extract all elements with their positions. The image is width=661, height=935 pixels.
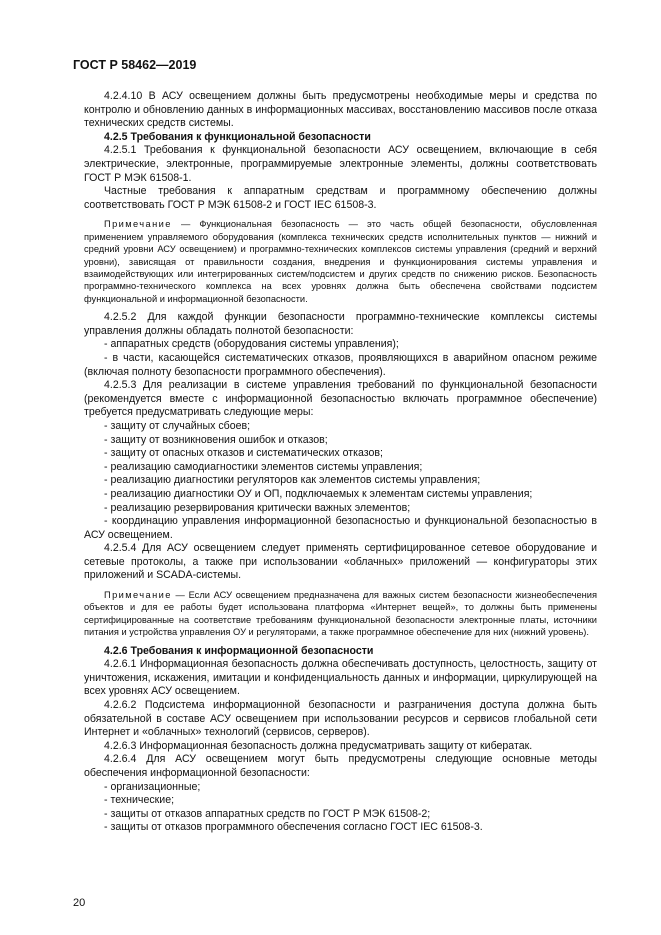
list-item: - организационные;: [104, 780, 201, 793]
note-label: Примечание: [104, 590, 172, 601]
list-item: - аппаратных средств (оборудования системы управления);: [104, 338, 399, 351]
paragraph-4-2-6-2: 4.2.6.2 Подсистема информационной безопасности и разграничения доступа должна быть обязательной в составе АСУ освещением при использовании ресурсов и сервисов глобальной сети Интернет и «облачных» технологий (сервисов, серверов).: [84, 699, 597, 739]
list-item: - реализацию резервирования критически важных элементов;: [104, 501, 411, 514]
document-body: [84, 90, 597, 835]
page-number: 20: [73, 897, 86, 909]
list-item: - защиты от отказов программного обеспечения согласно ГОСТ IEC 61508-3.: [104, 821, 483, 834]
note-iot-platform: [84, 589, 597, 639]
list-item: - технические;: [104, 794, 175, 807]
note-functional-safety: [84, 218, 597, 305]
list-item: - реализацию диагностики регуляторов как элементов системы управления;: [104, 474, 481, 487]
paragraph-4-2-5-2: 4.2.5.2 Для каждой функции безопасности программно-технические комплексы системы управления должны обладать полнотой безопасности:: [84, 311, 597, 337]
list-item: - защиты от отказов аппаратных средств по ГОСТ Р МЭК 61508-2;: [104, 807, 431, 820]
list-item: - координацию управления информационной безопасностью и функциональной безопасностью в АСУ освещением.: [84, 515, 597, 541]
note-label: Примечание: [104, 219, 172, 230]
list-item: - защиту от опасных отказов и систематических отказов;: [104, 447, 383, 460]
section-heading-4-2-6: 4.2.6 Требования к информационной безопасности: [104, 644, 374, 657]
list-item: - защиту от возникновения ошибок и отказов;: [104, 433, 328, 446]
standard-header: ГОСТ Р 58462—2019: [73, 58, 197, 72]
paragraph-4-2-6-1: 4.2.6.1 Информационная безопасность должна обеспечивать доступность, целостность, защиту от уничтожения, искажения, имитации и конфиденциальность данных и информации, циркулирующей на всех уровнях АСУ освещением.: [84, 658, 597, 698]
paragraph-private-requirements: Частные требования к аппаратным средствам и программному обеспечению должны соответствовать ГОСТ Р МЭК 61508-2 и ГОСТ IEC 61508-3.: [84, 185, 597, 211]
paragraph-4-2-6-3: 4.2.6.3 Информационная безопасность должна предусматривать защиту от кибератак.: [104, 739, 533, 752]
paragraph-4-2-5-4: 4.2.5.4 Для АСУ освещением следует применять сертифицированное сетевое оборудование и сетевые протоколы, а также при использовании «облачных» приложений — конфигураторы этих приложений и SCADA-системы.: [84, 542, 597, 582]
list-item: - реализацию диагностики ОУ и ОП, подключаемых к элементам системы управления;: [104, 487, 533, 500]
section-heading-4-2-5: 4.2.5 Требования к функциональной безопасности: [104, 130, 371, 143]
paragraph-4-2-5-3: 4.2.5.3 Для реализации в системе управления требований по функциональной безопасности (рекомендуется вместе с информационной безопасностью включать программное обеспечение) требуется предусматривать следующие меры:: [84, 379, 597, 419]
paragraph-4-2-6-4: 4.2.6.4 Для АСУ освещением могут быть предусмотрены следующие основные методы обеспечения информационной безопасности:: [84, 753, 597, 780]
list-item: - защиту от случайных сбоев;: [104, 419, 251, 432]
list-item: - в части, касающейся систематических отказов, проявляющихся в аварийном опасном режиме (включая полноту безопасности программного обеспечения).: [84, 351, 597, 378]
note-text: — Функциональная безопасность — это часть общей безопасности, обусловленная применением управляемого оборудования (комплекса технических средств исполнительных пунктов — нижний и средний уровни АСУ освещением) и программно-технических комплексов системы управления (средний и верхний уровни), зависящая от правильности создания, внедрения и функционирования системы управления и взаимодействующих или интегрированных систем/подсистем и других средств по снижению рисков. Безопасность программно-технического комплекса на всех уровнях должна быть обеспечена свойствами подсистем функциональной и информационной безопасности.: [84, 219, 597, 304]
paragraph-4-2-5-1: 4.2.5.1 Требования к функциональной безопасности АСУ освещением, включающие в себя электрические, электронные, программируемые электронные элементы, должны соответствовать ГОСТ Р МЭК 61508-1.: [84, 144, 597, 184]
note-text: — Если АСУ освещением предназначена для важных систем безопасности жизнеобеспечения объектов и для ее работы будет использована платформа «Интернет вещей», то должны быть применены сертифицированные на соответствие требованиям функциональной безопасности электронные платы, источники питания и устройства управления ОУ и регуляторами, а также программное обеспечение для них (нижний уровень).: [84, 590, 597, 638]
paragraph-4-2-4-10: 4.2.4.10 В АСУ освещением должны быть предусмотрены необходимые меры и средства по контролю и обновлению данных в информационных массивах, восстановлению массивов после отказа технических средств системы.: [84, 90, 597, 130]
list-item: - реализацию самодиагностики элементов системы управления;: [104, 460, 423, 473]
